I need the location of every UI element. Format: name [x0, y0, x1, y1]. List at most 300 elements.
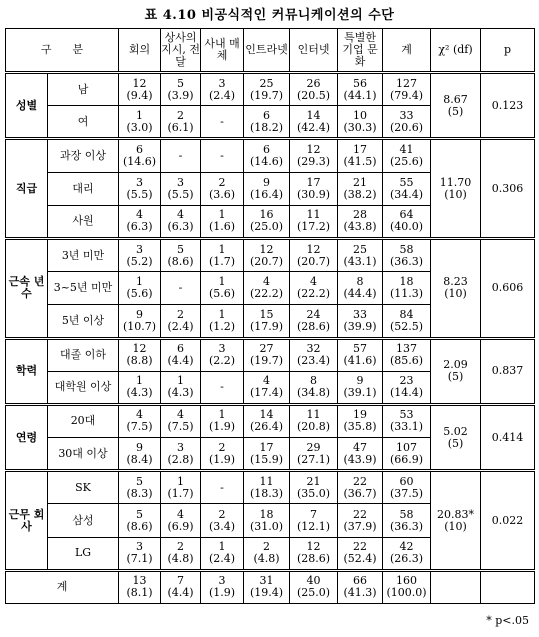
percent-value: (20.5) — [296, 88, 331, 102]
data-cell — [119, 438, 161, 471]
data-cell — [201, 172, 244, 205]
data-cell — [338, 205, 383, 238]
p-value: 0.123 — [481, 73, 535, 139]
count-value: 5 — [177, 242, 185, 256]
percent-value: (18.3) — [249, 486, 284, 500]
percent-value: (8.3) — [126, 486, 153, 500]
data-cell — [161, 106, 201, 139]
percent-value: (37.9) — [343, 519, 377, 533]
data-cell — [161, 139, 201, 172]
row-label: LG — [48, 537, 119, 570]
percent-value: (29.3) — [296, 154, 331, 168]
data-cell — [201, 106, 244, 139]
count-value: 11 — [306, 208, 321, 222]
total-cell — [201, 570, 244, 603]
count-value: 2 — [177, 307, 185, 321]
data-cell — [290, 272, 338, 305]
table-row — [6, 238, 535, 271]
count-value: 13 — [132, 574, 147, 588]
count-value: 1 — [136, 108, 144, 122]
percent-value: (27.1) — [296, 452, 331, 466]
data-cell — [201, 305, 244, 338]
count-value: 8 — [310, 374, 318, 388]
percent-value: (35.8) — [343, 420, 377, 434]
group-label: 근속 년 수 — [6, 238, 48, 338]
count-value: 6 — [177, 342, 185, 356]
count-value: 22 — [353, 474, 368, 488]
count-value: 1 — [218, 242, 226, 256]
data-cell — [201, 371, 244, 404]
df-value: (10) — [444, 519, 467, 533]
count-value: 1 — [218, 275, 226, 289]
count-value: 4 — [136, 208, 144, 222]
count-value: 4 — [136, 408, 144, 422]
percent-value: (1.9) — [208, 420, 236, 434]
data-cell — [119, 471, 161, 504]
percent-value: (25.0) — [249, 220, 284, 234]
percent-value: (66.9) — [389, 452, 424, 466]
percent-value: (30.9) — [296, 187, 331, 201]
percent-value: (19.7) — [249, 354, 284, 368]
empty-cell — [431, 570, 481, 603]
count-value: 9 — [136, 307, 144, 321]
empty-cell — [481, 570, 535, 603]
data-cell — [244, 139, 290, 172]
p-value: 0.306 — [481, 139, 535, 239]
data-cell — [201, 438, 244, 471]
percent-value: (43.8) — [343, 220, 377, 234]
count-value: 3 — [218, 574, 226, 588]
data-cell — [383, 238, 431, 271]
count-value: 17 — [353, 142, 368, 156]
row-label: 과장 이상 — [48, 139, 119, 172]
header-meeting: 회의 — [119, 29, 161, 73]
count-value: 17 — [306, 175, 321, 189]
percent-value: (30.3) — [343, 120, 377, 134]
percent-value: (15.9) — [249, 452, 284, 466]
percent-value: (11.3) — [389, 287, 424, 301]
row-label: 남 — [48, 73, 119, 106]
count-value: 53 — [399, 408, 414, 422]
data-cell — [383, 504, 431, 537]
header-chi-square: χ² (df) — [431, 29, 481, 73]
percent-value: (8.1) — [126, 586, 153, 600]
table-row — [6, 338, 535, 371]
df-value: (5) — [447, 370, 464, 384]
percent-value: (4.4) — [167, 586, 194, 600]
percent-value: (36.7) — [343, 486, 377, 500]
percent-value: (40.0) — [389, 220, 424, 234]
count-value: 1 — [177, 474, 185, 488]
count-value: 23 — [399, 374, 414, 388]
footnote: * p<.05 — [486, 614, 529, 627]
total-cell — [290, 570, 338, 603]
percent-value: (4.8) — [253, 552, 280, 566]
data-cell — [244, 471, 290, 504]
header-boss-instruction: 상사의 지시, 전달 — [161, 29, 201, 73]
header-internet: 인터넷 — [290, 29, 338, 73]
group-label: 연령 — [6, 404, 48, 470]
data-cell — [338, 537, 383, 570]
data-cell — [383, 371, 431, 404]
row-label: 삼성 — [48, 504, 119, 537]
percent-value: (34.4) — [389, 187, 424, 201]
percent-value: (1.7) — [167, 486, 194, 500]
data-cell — [161, 172, 201, 205]
percent-value: (2.4) — [208, 88, 236, 102]
percent-value: (2.2) — [208, 354, 236, 368]
data-cell — [119, 371, 161, 404]
count-value: - — [178, 281, 183, 295]
chi-square-cell — [431, 404, 481, 470]
percent-value: (1.2) — [208, 319, 236, 333]
table-row — [6, 471, 535, 504]
data-cell — [383, 73, 431, 106]
count-value: 2 — [177, 540, 185, 554]
data-cell — [338, 139, 383, 172]
percent-value: (4.8) — [167, 552, 194, 566]
percent-value: (44.1) — [343, 88, 377, 102]
count-value: 41 — [399, 142, 414, 156]
total-cell — [338, 570, 383, 603]
row-label: 3~5년 미만 — [48, 272, 119, 305]
count-value: 18 — [399, 275, 414, 289]
data-cell — [201, 338, 244, 371]
chi-square-value: 5.02 — [443, 424, 468, 438]
percent-value: (38.2) — [343, 187, 377, 201]
data-cell — [244, 371, 290, 404]
data-cell — [119, 205, 161, 238]
count-value: 9 — [356, 374, 364, 388]
count-value: 33 — [353, 307, 368, 321]
data-cell — [119, 272, 161, 305]
count-value: 1 — [136, 275, 144, 289]
chi-square-cell — [431, 73, 481, 139]
header-intranet: 인트라넷 — [244, 29, 290, 73]
percent-value: (16.4) — [249, 187, 284, 201]
data-cell — [338, 504, 383, 537]
percent-value: (36.3) — [389, 254, 424, 268]
percent-value: (28.6) — [296, 552, 331, 566]
percent-value: (41.6) — [343, 354, 377, 368]
total-cell — [244, 570, 290, 603]
chi-square-value: 20.83* — [437, 507, 475, 521]
percent-value: (43.9) — [343, 452, 377, 466]
percent-value: (3.0) — [126, 120, 153, 134]
percent-value: (1.9) — [208, 586, 236, 600]
group-label: 성별 — [6, 73, 48, 139]
percent-value: (35.0) — [296, 486, 331, 500]
data-cell — [244, 272, 290, 305]
data-cell — [290, 371, 338, 404]
chi-square-cell — [431, 238, 481, 338]
data-cell — [119, 504, 161, 537]
percent-value: (37.5) — [389, 486, 424, 500]
count-value: 11 — [259, 474, 274, 488]
percent-value: (25.6) — [389, 154, 424, 168]
count-value: - — [220, 114, 224, 128]
data-cell — [201, 205, 244, 238]
percent-value: (28.6) — [296, 319, 331, 333]
data-cell — [161, 272, 201, 305]
count-value: 64 — [399, 208, 414, 222]
data-cell — [161, 471, 201, 504]
data-cell — [290, 205, 338, 238]
count-value: 33 — [399, 108, 414, 122]
total-cell — [161, 570, 201, 603]
df-value: (10) — [444, 287, 467, 301]
data-cell — [290, 404, 338, 437]
percent-value: (100.0) — [386, 586, 427, 600]
table-body — [6, 73, 535, 604]
count-value: 4 — [177, 507, 185, 521]
data-cell — [244, 504, 290, 537]
data-cell — [338, 371, 383, 404]
count-value: 1 — [218, 208, 226, 222]
data-cell — [119, 305, 161, 338]
count-value: 4 — [263, 275, 271, 289]
count-value: 107 — [396, 440, 418, 454]
percent-value: (34.8) — [296, 386, 331, 400]
data-cell — [244, 404, 290, 437]
percent-value: (5.5) — [126, 187, 153, 201]
data-cell — [119, 73, 161, 106]
count-value: 25 — [353, 242, 368, 256]
count-value: 12 — [132, 342, 147, 356]
percent-value: (2.4) — [208, 552, 236, 566]
percent-value: (20.7) — [249, 254, 284, 268]
data-cell — [161, 238, 201, 271]
data-cell — [383, 338, 431, 371]
percent-value: (6.9) — [167, 519, 194, 533]
data-cell — [161, 504, 201, 537]
data-cell — [161, 371, 201, 404]
count-value: 6 — [263, 142, 271, 156]
row-label: 대졸 이하 — [48, 338, 119, 371]
data-cell — [338, 305, 383, 338]
percent-value: (17.2) — [296, 220, 331, 234]
count-value: 4 — [263, 374, 271, 388]
count-value: 2 — [218, 507, 226, 521]
percent-value: (22.2) — [249, 287, 284, 301]
count-value: 137 — [396, 342, 418, 356]
count-value: 22 — [353, 507, 368, 521]
percent-value: (33.1) — [389, 420, 424, 434]
row-label: 대리 — [48, 172, 119, 205]
count-value: 28 — [353, 208, 368, 222]
percent-value: (20.7) — [296, 254, 331, 268]
percent-value: (3.4) — [208, 519, 236, 533]
data-cell — [338, 338, 383, 371]
count-value: 4 — [310, 275, 318, 289]
data-cell — [161, 404, 201, 437]
total-label: 계 — [6, 570, 119, 603]
count-value: 5 — [177, 76, 185, 90]
chi-square-cell — [431, 139, 481, 239]
count-value: 9 — [136, 440, 144, 454]
count-value: 84 — [399, 307, 414, 321]
data-cell — [338, 106, 383, 139]
communication-means-table — [5, 28, 535, 604]
percent-value: (1.7) — [208, 254, 236, 268]
data-cell — [201, 504, 244, 537]
row-label: 여 — [48, 106, 119, 139]
p-value: 0.022 — [481, 471, 535, 571]
percent-value: (36.3) — [389, 519, 424, 533]
count-value: 24 — [306, 307, 321, 321]
count-value: 12 — [306, 540, 321, 554]
percent-value: (85.6) — [389, 354, 424, 368]
count-value: 3 — [136, 242, 144, 256]
data-cell — [201, 471, 244, 504]
percent-value: (52.4) — [343, 552, 377, 566]
table-title: 표 4.10 비공식적인 커뮤니케이션의 수단 — [144, 8, 395, 23]
percent-value: (5.2) — [126, 254, 153, 268]
count-value: 12 — [306, 242, 321, 256]
count-value: 17 — [259, 440, 274, 454]
count-value: 2 — [218, 175, 226, 189]
data-cell — [161, 305, 201, 338]
data-cell — [244, 205, 290, 238]
count-value: 14 — [259, 408, 274, 422]
count-value: 58 — [399, 507, 414, 521]
percent-value: (31.0) — [249, 519, 284, 533]
table-row — [6, 139, 535, 172]
p-value: 0.414 — [481, 404, 535, 470]
data-cell — [290, 338, 338, 371]
count-value: 56 — [353, 76, 368, 90]
data-cell — [244, 338, 290, 371]
df-value: (5) — [447, 436, 464, 450]
p-value: 0.837 — [481, 338, 535, 404]
data-cell — [338, 471, 383, 504]
percent-value: (52.5) — [389, 319, 424, 333]
percent-value: (17.9) — [249, 319, 284, 333]
count-value: - — [220, 148, 224, 162]
count-value: 6 — [263, 108, 271, 122]
percent-value: (8.6) — [167, 254, 194, 268]
data-cell — [290, 73, 338, 106]
data-cell — [161, 205, 201, 238]
percent-value: (41.3) — [343, 586, 377, 600]
percent-value: (43.1) — [343, 254, 377, 268]
percent-value: (3.9) — [167, 88, 194, 102]
percent-value: (2.8) — [167, 452, 194, 466]
data-cell — [383, 139, 431, 172]
group-label: 직급 — [6, 139, 48, 239]
count-value: 15 — [259, 307, 274, 321]
percent-value: (9.4) — [126, 88, 153, 102]
row-label: 20대 — [48, 404, 119, 437]
count-value: 1 — [177, 374, 185, 388]
count-value: - — [220, 380, 224, 394]
percent-value: (23.4) — [296, 354, 331, 368]
header-corporate-culture: 특별한 기업 문화 — [338, 29, 383, 73]
count-value: 21 — [306, 474, 321, 488]
count-value: 2 — [218, 440, 226, 454]
data-cell — [119, 338, 161, 371]
percent-value: (5.5) — [167, 187, 194, 201]
count-value: 3 — [177, 440, 185, 454]
percent-value: (22.2) — [296, 287, 331, 301]
percent-value: (14.6) — [249, 154, 284, 168]
percent-value: (8.6) — [126, 519, 153, 533]
table-row — [6, 404, 535, 437]
data-cell — [290, 471, 338, 504]
count-value: 2 — [177, 108, 185, 122]
data-cell — [201, 73, 244, 106]
data-cell — [119, 537, 161, 570]
percent-value: (20.8) — [296, 420, 331, 434]
count-value: 5 — [136, 507, 144, 521]
data-cell — [383, 272, 431, 305]
percent-value: (8.8) — [126, 354, 153, 368]
percent-value: (4.3) — [126, 386, 153, 400]
count-value: 18 — [259, 507, 274, 521]
header-internal-media: 사내 매체 — [201, 29, 244, 73]
percent-value: (12.1) — [296, 519, 331, 533]
data-cell — [244, 305, 290, 338]
data-cell — [119, 106, 161, 139]
count-value: 12 — [306, 142, 321, 156]
data-cell — [383, 537, 431, 570]
percent-value: (3.6) — [208, 187, 236, 201]
data-cell — [290, 238, 338, 271]
data-cell — [244, 438, 290, 471]
count-value: 27 — [259, 342, 274, 356]
percent-value: (6.3) — [126, 220, 153, 234]
percent-value: (5.6) — [126, 287, 153, 301]
data-cell — [338, 238, 383, 271]
count-value: 31 — [259, 574, 274, 588]
data-cell — [290, 537, 338, 570]
count-value: 7 — [177, 574, 185, 588]
data-cell — [290, 438, 338, 471]
percent-value: (6.3) — [167, 220, 194, 234]
header-category: 구 분 — [6, 29, 119, 73]
chi-square-value: 11.70 — [439, 175, 472, 189]
count-value: 66 — [353, 574, 368, 588]
percent-value: (19.4) — [249, 586, 284, 600]
total-cell — [119, 570, 161, 603]
count-value: 3 — [136, 540, 144, 554]
count-value: 12 — [132, 76, 147, 90]
count-value: - — [220, 480, 224, 494]
count-value: 42 — [399, 540, 414, 554]
data-cell — [201, 537, 244, 570]
percent-value: (26.4) — [249, 420, 284, 434]
count-value: 3 — [218, 76, 226, 90]
data-cell — [161, 438, 201, 471]
data-cell — [338, 438, 383, 471]
count-value: 10 — [353, 108, 368, 122]
chi-square-value: 8.67 — [443, 92, 468, 106]
count-value: 4 — [177, 408, 185, 422]
data-cell — [383, 438, 431, 471]
percent-value: (8.4) — [126, 452, 153, 466]
table-row — [6, 73, 535, 106]
count-value: 12 — [259, 242, 274, 256]
count-value: 5 — [136, 474, 144, 488]
percent-value: (42.4) — [296, 120, 331, 134]
percent-value: (7.5) — [167, 420, 194, 434]
percent-value: (26.3) — [389, 552, 424, 566]
df-value: (10) — [444, 187, 467, 201]
count-value: 3 — [218, 342, 226, 356]
percent-value: (1.9) — [208, 452, 236, 466]
count-value: 58 — [399, 242, 414, 256]
count-value: 26 — [306, 76, 321, 90]
